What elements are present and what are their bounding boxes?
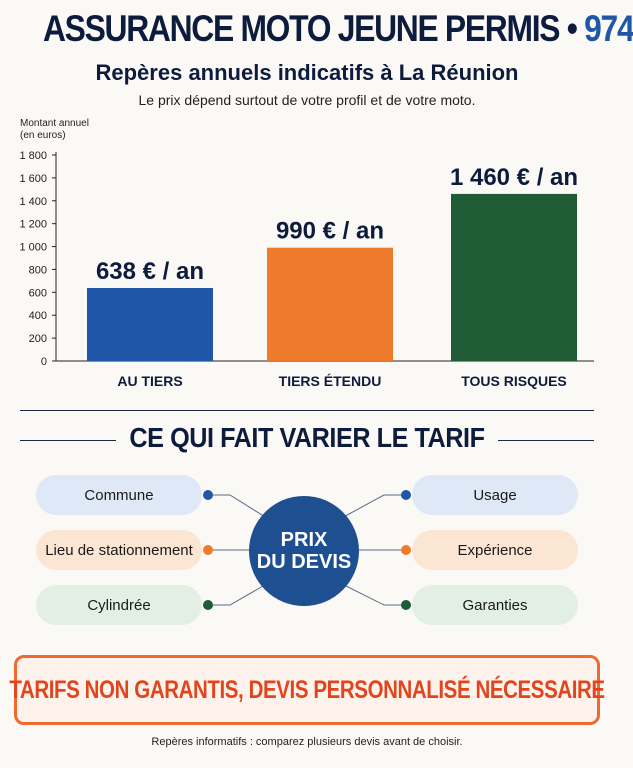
connector-line (338, 582, 406, 605)
bar-value-label: 638 € / an (95, 257, 205, 285)
x-category-label: TOUS RISQUES (461, 373, 567, 389)
y-tick-label: 1 400 (19, 195, 47, 208)
factor-engine-size (36, 585, 202, 625)
bar (87, 288, 213, 361)
y-axis-title (20, 118, 89, 142)
y-tick-label: 200 (28, 333, 47, 346)
bar (267, 248, 393, 361)
footer-note: Repères informatifs : comparez plusieurs devis avant de choisir. (151, 736, 463, 748)
factor-commune-label: Commune (84, 486, 154, 504)
connector-dot (401, 600, 411, 610)
connector-line (338, 495, 406, 520)
y-tick-label: 1 600 (19, 172, 47, 185)
quote-price-hub (249, 496, 359, 606)
y-axis-title-line1: Montant annuel (20, 118, 89, 129)
factor-usage-label: Usage (473, 486, 517, 504)
y-axis-title-line2: (en euros) (20, 130, 66, 141)
y-tick-label: 0 (40, 356, 47, 368)
factor-commune (36, 475, 202, 515)
y-tick-label: 600 (28, 287, 47, 300)
factor-experience-label: Expérience (457, 541, 533, 559)
factor-parking-location (36, 530, 202, 570)
connector-dot (401, 545, 411, 555)
factor-usage (412, 475, 578, 515)
factor-engine-size-label: Cylindrée (87, 596, 151, 614)
section-divider-full (20, 410, 594, 411)
page-title-region-code: 974 (584, 8, 633, 49)
connector-dot (203, 545, 213, 555)
warning-banner (9, 655, 605, 725)
y-tick-label: 1 000 (19, 241, 47, 254)
factor-experience (412, 530, 578, 570)
factor-coverage (412, 585, 578, 625)
page-subtitle: Repères annuels indicatifs à La Réunion (95, 60, 519, 85)
hub-line2: DU DEVIS (256, 551, 352, 573)
bar-value-label: 990 € / an (275, 217, 385, 245)
page-tagline: Le prix dépend surtout de votre profil et de votre moto. (138, 92, 476, 108)
x-category-label: AU TIERS (117, 373, 183, 389)
bar-value-label: 1 460 € / an (449, 163, 579, 191)
warning-text: TARIFS NON GARANTIS, DEVIS PERSONNALISÉ NÉCESSAIRE (9, 675, 605, 704)
factor-coverage-label: Garanties (462, 596, 528, 614)
factor-parking-location-label: Lieu de stationnement (45, 541, 193, 559)
hub-line1: PRIX (280, 529, 328, 551)
x-category-label: TIERS ÉTENDU (278, 373, 382, 389)
page-title-main: ASSURANCE MOTO JEUNE PERMIS • (42, 8, 577, 49)
y-tick-label: 1 800 (19, 150, 47, 162)
bar-chart (0, 140, 614, 400)
y-tick-label: 1 200 (19, 218, 47, 231)
bar (451, 194, 577, 361)
factors-section-title: CE QUI FAIT VARIER LE TARIF (129, 422, 485, 453)
connector-dot (401, 490, 411, 500)
connector-dot (203, 600, 213, 610)
connector-dot (203, 490, 213, 500)
page-title (42, 8, 633, 50)
y-tick-label: 400 (28, 310, 47, 323)
y-tick-label: 800 (28, 264, 47, 277)
